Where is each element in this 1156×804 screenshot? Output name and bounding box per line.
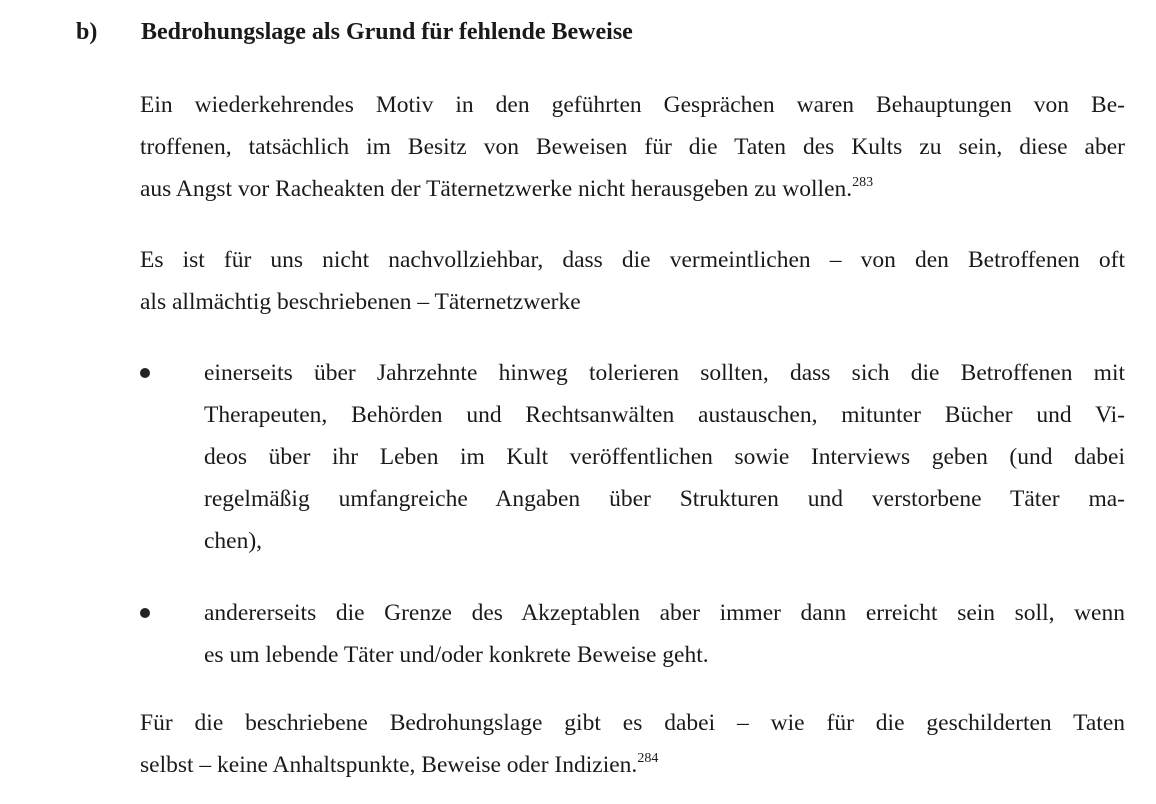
paragraph-3-line-text: selbst – keine Anhaltspunkte, Beweise oder Indizien. (140, 752, 638, 778)
section-number: b) (76, 19, 98, 45)
paragraph-1 (140, 84, 1125, 210)
paragraph-2-line: Es ist für uns nicht nachvollziehbar, dass die vermeintlichen – von den Betroffenen oft (140, 247, 1125, 273)
paragraph-1-line (140, 168, 1125, 210)
paragraph-3-line (140, 744, 1125, 786)
bullet-2-text (204, 592, 1125, 676)
paragraph-2 (140, 239, 1125, 323)
bullet-icon (140, 608, 150, 618)
paragraph-1-line: troffenen, tatsächlich im Besitz von Beweisen für die Taten des Kults zu sein, diese aber (140, 134, 1125, 160)
paragraph-2-line: als allmächtig beschriebenen – Täternetzwerke (140, 289, 581, 315)
bullet-icon (140, 368, 150, 378)
section-title: Bedrohungslage als Grund für fehlende Beweise (141, 19, 633, 45)
bullet-1-line: regelmäßig umfangreiche Angaben über Strukturen und verstorbene Täter ma- (204, 486, 1125, 512)
paragraph-3-line: Für die beschriebene Bedrohungslage gibt es dabei – wie für die geschilderten Taten (140, 710, 1125, 736)
bullet-1-text (204, 352, 1125, 562)
paragraph-3 (140, 702, 1125, 786)
footnote-ref-284[interactable]: 284 (637, 751, 659, 766)
bullet-2-line: andererseits die Grenze des Akzeptablen aber immer dann erreicht sein soll, wenn (204, 600, 1125, 626)
section-heading (76, 14, 633, 50)
paragraph-1-line-text: aus Angst vor Racheakten der Täternetzwerke nicht herausgeben zu wollen. (140, 176, 853, 202)
bullet-2-line: es um lebende Täter und/oder konkrete Beweise geht. (204, 642, 709, 668)
bullet-1-line: chen), (204, 528, 263, 554)
bullet-1-line: einerseits über Jahrzehnte hinweg tolerieren sollten, dass sich die Betroffenen mit (204, 360, 1125, 386)
bullet-1-line: deos über ihr Leben im Kult veröffentlichen sowie Interviews geben (und dabei (204, 444, 1125, 470)
paragraph-1-line: Ein wiederkehrendes Motiv in den geführten Gesprächen waren Behauptungen von Be- (140, 92, 1125, 118)
bullet-1-line: Therapeuten, Behörden und Rechtsanwälten austauschen, mitunter Bücher und Vi- (204, 402, 1125, 428)
footnote-ref-283[interactable]: 283 (852, 175, 874, 190)
